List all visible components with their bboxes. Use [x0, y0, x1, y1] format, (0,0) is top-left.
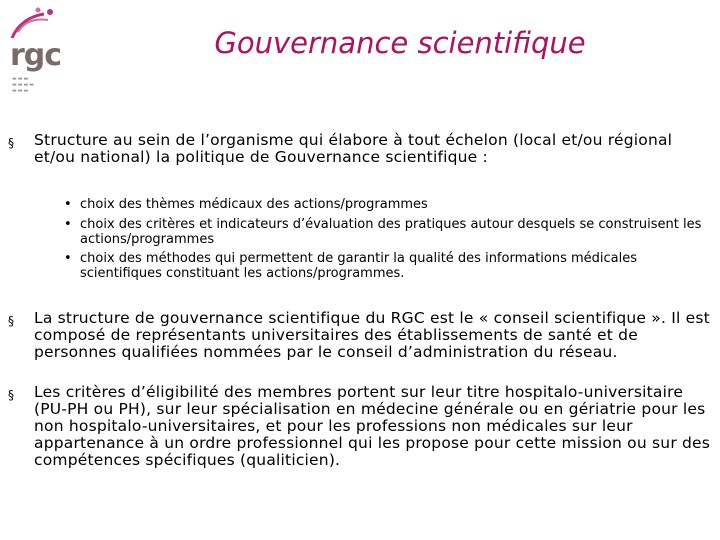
bullet-1: §	[8, 136, 14, 150]
logo-text: rgc	[10, 38, 62, 73]
paragraph-criteres: Les critères d’éligibilité des membres portent sur leur titre hospitalo-universitaire (PU-PH ou PH), sur leur spécialisation en médecine générale ou en gériatrie pour les non hospitalo-universitaires, et pour les professions non médicales sur leur appartenance à un ordre professionnel qui les propose pour cette mission ou sur des compétences spécifiques (qualiticien).	[34, 383, 711, 469]
paragraph-conseil: La structure de gouvernance scientifique du RGC est le « conseil scientifique ». Il est composé de représentants universitaires des établissements de santé et de personnes qualifiées nommées par le conseil d’administration du réseau.	[34, 309, 710, 361]
sub-item-text: choix des thèmes médicaux des actions/programmes	[80, 197, 428, 212]
sub-item-themes	[64, 197, 712, 213]
sub-bullet: •	[64, 251, 72, 266]
sub-bullet: •	[64, 217, 72, 232]
bullet-2: §	[8, 314, 14, 328]
sub-bullet: •	[64, 197, 72, 212]
sub-item-criteria	[64, 217, 712, 247]
sub-item-text: choix des méthodes qui permettent de garantir la qualité des informations médicales scientifiques constituant les actions/programmes.	[80, 251, 638, 281]
logo-tagline: ▬▬▬ ▬▬▬▬ ▬▬▬	[12, 76, 35, 94]
bullet-3: §	[8, 388, 14, 402]
paragraph-structure: Structure au sein de l’organisme qui élabore à tout échelon (local et/ou régional et/ou national) la politique de Gouvernance scientifique :	[34, 131, 673, 166]
sub-item-text: choix des critères et indicateurs d’évaluation des pratiques autour desquels se construisent les actions/programmes	[80, 217, 702, 247]
sub-item-methods	[64, 251, 712, 281]
page-title: Gouvernance scientifique	[214, 26, 586, 60]
